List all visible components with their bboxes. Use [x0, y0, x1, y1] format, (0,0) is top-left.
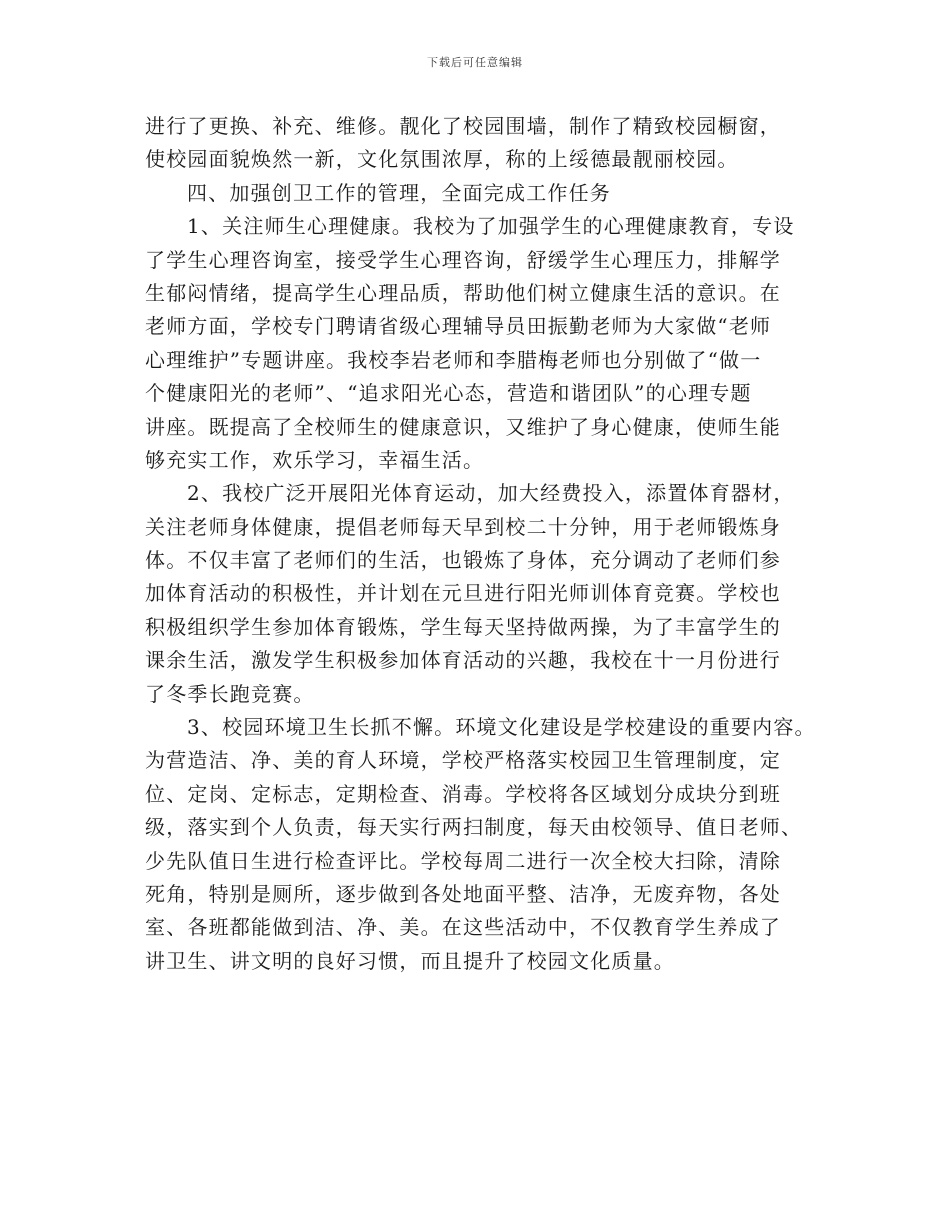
- document-body: [145, 110, 825, 978]
- text-line: 讲座。既提高了全校师生的健康意识，又维护了身心健康，使师生能: [145, 414, 781, 439]
- text-line: 进行了更换、补充、维修。靓化了校园围墙，制作了精致校园橱窗，: [145, 114, 781, 138]
- page-header: 下载后可任意编辑: [427, 56, 523, 69]
- text-line: 1、关注师生心理健康。我校为了加强学生的心理健康教育，专设: [187, 214, 795, 239]
- text-line: 室、各班都能做到洁、净、美。在这些活动中，不仅教育学生养成了: [145, 915, 781, 940]
- text-line: 少先队值日生进行检查评比。学校每周二进行一次全校大扫除，清除: [145, 848, 781, 873]
- text-line: 老师方面，学校专门聘请省级心理辅导员田振勤老师为大家做“老师: [145, 314, 772, 339]
- text-line: 个健康阳光的老师”、“追求阳光心态，营造和谐团队”的心理专题: [145, 381, 752, 406]
- text-line: 生郁闷情绪，提高学生心理品质，帮助他们树立健康生活的意识。在: [145, 280, 781, 305]
- text-line: 讲卫生、讲文明的良好习惯，而且提升了校园文化质量。: [145, 948, 675, 973]
- text-line: 使校园面貌焕然一新，文化氛围浓厚，称的上绥德最靓丽校园。: [145, 147, 739, 172]
- text-line: 位、定岗、定标志，定期检查、消毒。学校将各区域划分成块分到班: [145, 781, 781, 806]
- text-line: 死角，特别是厕所，逐步做到各处地面平整、洁净，无废弃物，各处: [145, 881, 781, 906]
- text-line: 课余生活，激发学生积极参加体育活动的兴趣，我校在十一月份进行: [145, 648, 781, 673]
- text-line: 了学生心理咨询室，接受学生心理咨询，舒缓学生心理压力，排解学: [145, 247, 781, 272]
- text-line: 2、我校广泛开展阳光体育运动，加大经费投入，添置体育器材，: [187, 481, 795, 506]
- text-line: 关注老师身体健康，提倡老师每天早到校二十分钟，用于老师锻炼身: [145, 514, 781, 539]
- text-line: 了冬季长跑竞赛。: [145, 681, 315, 706]
- text-line: 体。不仅丰富了老师们的生活，也锻炼了身体，充分调动了老师们参: [145, 548, 781, 573]
- text-line: 3、校园环境卫生长抓不懈。环境文化建设是学校建设的重要内容。: [187, 715, 816, 740]
- text-line: 级，落实到个人负责，每天实行两扫制度，每天由校领导、值日老师、: [145, 815, 803, 840]
- text-line: 心理维护”专题讲座。我校李岩老师和李腊梅老师也分别做了“做一: [145, 347, 762, 372]
- text-line: 为营造洁、净、美的育人环境，学校严格落实校园卫生管理制度，定: [145, 748, 781, 773]
- text-line: 加体育活动的积极性，并计划在元旦进行阳光师训体育竞赛。学校也: [145, 581, 781, 606]
- text-line: 积极组织学生参加体育锻炼，学生每天坚持做两操，为了丰富学生的: [145, 614, 781, 639]
- text-line: 四、加强创卫工作的管理，全面完成工作任务: [187, 180, 611, 205]
- text-line: 够充实工作，欢乐学习，幸福生活。: [145, 447, 485, 472]
